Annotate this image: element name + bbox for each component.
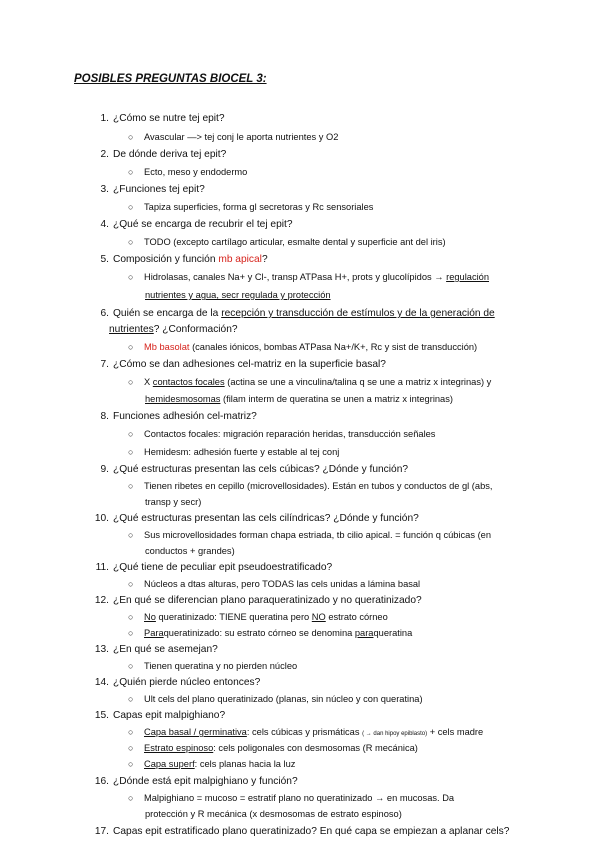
answer-text: : cels poligonales con desmosomas (R mecánica) bbox=[213, 743, 418, 753]
question-text: ¿Qué tiene de peculiar epit pseudoestratificado? bbox=[113, 562, 333, 573]
answer-text: X bbox=[144, 377, 153, 387]
answer-text: queratinizado: TIENE queratina pero bbox=[155, 612, 312, 622]
page-title: POSIBLES PREGUNTAS BIOCEL 3: bbox=[74, 73, 267, 85]
answer-text: (canales iónicos, bombas ATPasa Na+/K+, Rc y sist de transducción) bbox=[189, 342, 478, 352]
answer-text: TODO (excepto cartílago articular, esmalte dental y superficie ant del iris) bbox=[144, 237, 446, 247]
question-number: 6. bbox=[100, 308, 109, 319]
highlighted-term: mb apical bbox=[218, 254, 262, 265]
question-number: 3. bbox=[100, 184, 109, 195]
bullet-icon: ○ bbox=[128, 377, 134, 387]
bullet-icon: ○ bbox=[128, 530, 134, 540]
question-number: 16. bbox=[94, 776, 109, 787]
question-14 bbox=[90, 677, 260, 688]
underlined-text: Estrato espinoso bbox=[144, 743, 214, 753]
underlined-text: regulación bbox=[446, 272, 490, 282]
bullet-icon: ○ bbox=[128, 628, 134, 638]
question-text: Funciones adhesión cel-matriz? bbox=[113, 411, 257, 422]
bullet-icon: ○ bbox=[128, 743, 134, 753]
bullet-icon: ○ bbox=[128, 694, 134, 704]
answer-8b bbox=[128, 447, 339, 457]
answer-text: : cels planas hacia la luz bbox=[194, 759, 296, 769]
answer-text: (actina se une a vinculina/talina q se une a matriz x integrinas) y bbox=[224, 377, 492, 387]
question-1 bbox=[90, 113, 225, 124]
answer-text: Ecto, meso y endodermo bbox=[144, 167, 248, 177]
answer-text: Sus microvellosidades forman chapa estriada, tb cilio apical. = función q cúbicas (en bbox=[144, 530, 492, 540]
question-6-continued bbox=[109, 324, 238, 335]
question-text: Capas epit estratificado plano queratinizado? En qué capa se empiezan a aplanar cels? bbox=[113, 826, 510, 837]
answer-text: Avascular —> tej conj le aporta nutrientes y O2 bbox=[144, 132, 339, 142]
underlined-text: hemidesmosomas bbox=[145, 394, 221, 404]
answer-15b bbox=[128, 743, 418, 753]
answer-16 bbox=[128, 793, 454, 803]
question-number: 12. bbox=[94, 595, 109, 606]
answer-text: Contactos focales: migración reparación heridas, transducción señales bbox=[144, 429, 436, 439]
answer-4 bbox=[128, 237, 446, 247]
answer-12b bbox=[128, 628, 412, 638]
answer-text: (filam interm de queratina se unen a matriz x integrinas) bbox=[220, 394, 453, 404]
question-12 bbox=[90, 595, 422, 606]
bullet-icon: ○ bbox=[128, 167, 134, 177]
question-text: De dónde deriva tej epit? bbox=[113, 149, 227, 160]
question-number: 2. bbox=[100, 149, 109, 160]
question-9 bbox=[90, 464, 408, 475]
question-number: 17. bbox=[94, 826, 109, 837]
question-5 bbox=[90, 254, 268, 265]
answer-text: Núcleos a dtas alturas, pero TODAS las cels unidas a lámina basal bbox=[144, 579, 421, 589]
answer-text: Ult cels del plano queratinizado (planas, sin núcleo y con queratina) bbox=[144, 694, 423, 704]
question-text: ¿Quién pierde núcleo entonces? bbox=[113, 677, 261, 688]
question-text: ¿Cómo se dan adhesiones cel-matriz en la superficie basal? bbox=[113, 359, 386, 370]
question-number: 1. bbox=[100, 113, 109, 124]
answer-text: + cels madre bbox=[427, 727, 484, 737]
question-15 bbox=[90, 710, 225, 721]
bullet-icon: ○ bbox=[128, 661, 134, 671]
answer-text: Malpighiano = mucoso = estratif plano no queratinizado → en mucosas. Da bbox=[144, 793, 455, 803]
underlined-text: Para bbox=[144, 628, 164, 638]
answer-9 bbox=[128, 481, 492, 491]
question-number: 7. bbox=[100, 359, 109, 370]
bullet-icon: ○ bbox=[128, 132, 134, 142]
question-number: 5. bbox=[100, 254, 109, 265]
underlined-text: Capa superf bbox=[144, 759, 195, 769]
question-text: ? ¿Conformación? bbox=[153, 324, 238, 335]
question-17 bbox=[90, 826, 509, 837]
question-7 bbox=[90, 359, 386, 370]
question-text: Composición y función bbox=[113, 254, 219, 265]
small-note: ( → dan hipoy epiblasto) bbox=[362, 731, 428, 737]
bullet-icon: ○ bbox=[128, 342, 134, 352]
question-number: 14. bbox=[94, 677, 109, 688]
answer-10-continued bbox=[145, 546, 235, 556]
bullet-icon: ○ bbox=[128, 759, 134, 769]
question-number: 11. bbox=[95, 562, 109, 573]
answer-text: estrato córneo bbox=[325, 612, 388, 622]
answer-2 bbox=[128, 167, 247, 177]
answer-15c bbox=[128, 759, 295, 769]
underlined-text: Capa basal / germinativa bbox=[144, 727, 247, 737]
underlined-text: nutrientes y agua, secr regulada y protección bbox=[145, 290, 331, 300]
answer-7-continued bbox=[145, 394, 453, 404]
bullet-icon: ○ bbox=[128, 429, 134, 439]
question-text: ¿Dónde está epit malpighiano y función? bbox=[113, 776, 298, 787]
answer-text: : cels cúbicas y prismáticas bbox=[246, 727, 363, 737]
underlined-text: para bbox=[354, 628, 374, 638]
question-number: 8. bbox=[100, 411, 109, 422]
question-number: 9. bbox=[100, 464, 109, 475]
answer-text: Tapiza superficies, forma gl secretoras y Rc sensoriales bbox=[144, 202, 374, 212]
underlined-text: contactos focales bbox=[152, 377, 225, 387]
bullet-icon: ○ bbox=[128, 612, 134, 622]
question-text: ¿En qué se diferencian plano paraqueratinizado y no queratinizado? bbox=[113, 595, 422, 606]
bullet-icon: ○ bbox=[128, 237, 134, 247]
bullet-icon: ○ bbox=[128, 481, 134, 491]
question-13 bbox=[90, 644, 218, 655]
question-3 bbox=[90, 184, 205, 195]
question-number: 13. bbox=[94, 644, 109, 655]
answer-14 bbox=[128, 694, 423, 704]
answer-6 bbox=[128, 342, 477, 352]
answer-text: Tienen ribetes en cepillo (microvellosidades). Están en tubos y conductos de gl (abs, bbox=[144, 481, 493, 491]
answer-8a bbox=[128, 429, 435, 439]
answer-7 bbox=[128, 377, 491, 387]
answer-5 bbox=[128, 272, 489, 282]
bullet-icon: ○ bbox=[128, 272, 134, 282]
bullet-icon: ○ bbox=[128, 727, 134, 737]
bullet-icon: ○ bbox=[128, 447, 134, 457]
bullet-icon: ○ bbox=[128, 579, 134, 589]
question-number: 4. bbox=[100, 219, 109, 230]
answer-11 bbox=[128, 579, 420, 589]
bullet-icon: ○ bbox=[128, 202, 134, 212]
question-16 bbox=[90, 776, 298, 787]
answer-text: Hemidesm: adhesión fuerte y estable al tej conj bbox=[144, 447, 340, 457]
answer-text: queratinizado: su estrato córneo se denomina bbox=[163, 628, 355, 638]
question-number: 10. bbox=[94, 513, 109, 524]
bullet-icon: ○ bbox=[128, 793, 134, 803]
answer-text: protección y R mecánica (x desmosomas de estrato espinoso) bbox=[145, 809, 402, 819]
underlined-text: recepción y transducción de estímulos y de la generación de bbox=[221, 308, 495, 319]
answer-9-continued bbox=[145, 497, 201, 507]
question-text: ¿Qué estructuras presentan las cels cilíndricas? ¿Dónde y función? bbox=[113, 513, 419, 524]
answer-13 bbox=[128, 661, 297, 671]
question-6 bbox=[90, 308, 495, 319]
answer-15a bbox=[128, 727, 483, 737]
question-number: 15. bbox=[94, 710, 109, 721]
question-text: ¿En qué se asemejan? bbox=[113, 644, 218, 655]
question-text-end: ? bbox=[261, 254, 268, 265]
answer-10 bbox=[128, 530, 491, 540]
underlined-text: NO bbox=[311, 612, 326, 622]
answer-12a bbox=[128, 612, 388, 622]
question-4 bbox=[90, 219, 293, 230]
question-text: Quién se encarga de la bbox=[113, 308, 222, 319]
question-10 bbox=[90, 513, 419, 524]
question-text: ¿Cómo se nutre tej epit? bbox=[113, 113, 225, 124]
answer-text: queratina bbox=[373, 628, 413, 638]
answer-text: transp y secr) bbox=[145, 497, 202, 507]
underlined-text: nutrientes bbox=[109, 324, 154, 335]
question-8 bbox=[90, 411, 257, 422]
highlighted-term: Mb basolat bbox=[144, 342, 190, 352]
question-11 bbox=[90, 562, 332, 573]
answer-1 bbox=[128, 132, 338, 142]
question-text: Capas epit malpighiano? bbox=[113, 710, 226, 721]
question-2 bbox=[90, 149, 226, 160]
question-text: ¿Qué estructuras presentan las cels cúbicas? ¿Dónde y función? bbox=[113, 464, 409, 475]
question-text: ¿Qué se encarga de recubrir el tej epit? bbox=[113, 219, 293, 230]
answer-text: Tienen queratina y no pierden núcleo bbox=[144, 661, 298, 671]
answer-5-continued bbox=[145, 290, 331, 300]
answer-3 bbox=[128, 202, 373, 212]
underlined-text: No bbox=[144, 612, 156, 622]
answer-16-continued bbox=[145, 809, 402, 819]
answer-text: conductos + grandes) bbox=[145, 546, 235, 556]
question-text: ¿Funciones tej epit? bbox=[113, 184, 205, 195]
answer-text: Hidrolasas, canales Na+ y Cl-, transp ATPasa H+, prots y glucolípidos → bbox=[144, 272, 447, 282]
